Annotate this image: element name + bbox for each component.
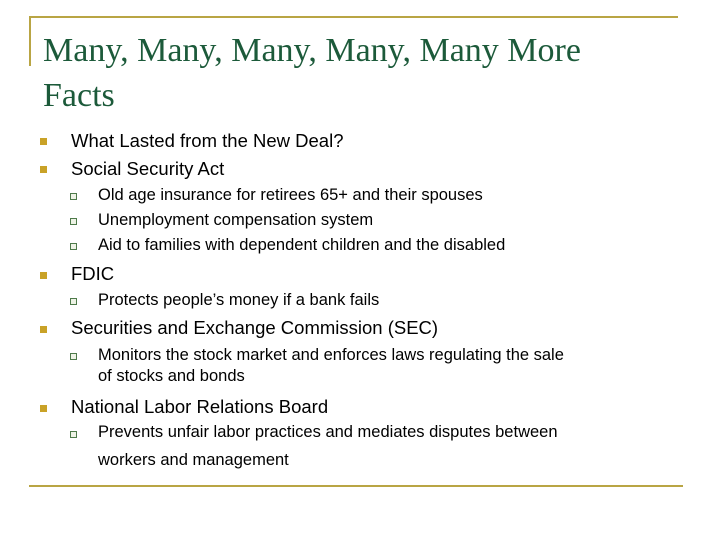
hollow-square-bullet-icon	[70, 193, 77, 200]
bullet-nlrb: National Labor Relations Board	[71, 396, 329, 417]
square-bullet-icon	[40, 138, 47, 145]
bullet-sec: Securities and Exchange Commission (SEC)	[71, 317, 439, 338]
sub-bullet-prevents-line-2: workers and management	[98, 451, 289, 469]
title-frame-top-border	[29, 16, 678, 18]
bullet-social-security: Social Security Act	[71, 158, 225, 179]
bottom-divider	[29, 485, 683, 487]
hollow-square-bullet-icon	[70, 298, 77, 305]
square-bullet-icon	[40, 326, 47, 333]
sub-bullet-prevents-line-1: Prevents unfair labor practices and mediates disputes between	[98, 423, 558, 441]
sub-bullet-aid-families: Aid to families with dependent children and the disabled	[98, 236, 506, 254]
sub-bullet-old-age: Old age insurance for retirees 65+ and their spouses	[98, 186, 483, 204]
sub-bullet-protects-money: Protects people’s money if a bank fails	[98, 291, 380, 309]
square-bullet-icon	[40, 166, 47, 173]
bullet-fdic: FDIC	[71, 263, 115, 284]
sub-bullet-unemployment: Unemployment compensation system	[98, 211, 374, 229]
bullet-what-lasted: What Lasted from the New Deal?	[71, 130, 344, 151]
slide-title-line-1: Many, Many, Many, Many, Many More	[43, 32, 581, 69]
slide-title	[43, 28, 683, 118]
sub-bullet-monitors-line-2: of stocks and bonds	[98, 367, 245, 385]
hollow-square-bullet-icon	[70, 431, 77, 438]
hollow-square-bullet-icon	[70, 218, 77, 225]
square-bullet-icon	[40, 272, 47, 279]
title-frame-left-border	[29, 16, 31, 66]
hollow-square-bullet-icon	[70, 243, 77, 250]
sub-bullet-monitors-line-1: Monitors the stock market and enforces laws regulating the sale	[98, 346, 564, 364]
hollow-square-bullet-icon	[70, 353, 77, 360]
slide-title-line-2: Facts	[43, 77, 115, 114]
square-bullet-icon	[40, 405, 47, 412]
